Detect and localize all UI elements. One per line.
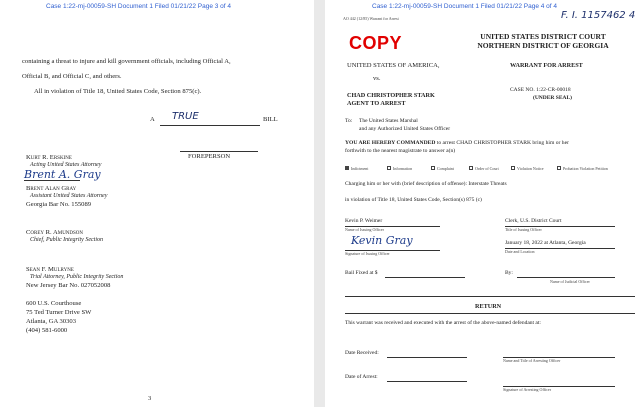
field-label: Name of Issuing Officer [345, 227, 384, 232]
address-line: 600 U.S. Courthouse [26, 300, 82, 307]
checkbox-label: Information [393, 166, 413, 171]
page-gutter [314, 0, 325, 407]
section-divider [345, 313, 635, 314]
section-divider [345, 296, 635, 297]
checkbox-probation-violation [557, 166, 561, 170]
foreperson-label: FOREPERSON [188, 153, 231, 160]
field-label: Signature of Arresting Officer [503, 387, 552, 392]
command-line [345, 140, 569, 146]
under-seal: (UNDER SEAL) [533, 95, 572, 101]
checkbox-label: Order of Court [475, 166, 499, 171]
case-number: CASE NO. 1:22-CR-00018 [510, 87, 571, 93]
charge-description: Charging him or her with (brief description of offense): Interstate Threats [345, 181, 507, 187]
attorney-signature: Brent A. Gray [24, 168, 101, 181]
attorney-title: Acting United States Attorney [30, 162, 102, 168]
indictment-page [0, 0, 314, 407]
phone-number: (404) 581-6000 [26, 327, 68, 334]
checkbox-information [387, 166, 391, 170]
attorney-bar-number: Georgia Bar No. 155089 [26, 201, 92, 208]
command-text: to arrest CHAD CHRISTOPHER STARK bring him or her [435, 140, 569, 146]
address-line: 75 Ted Turner Drive SW [26, 309, 92, 316]
attorney-title: Chief, Public Integrity Section [30, 237, 103, 243]
attorney-name: Kurt R. Erskine [26, 154, 72, 161]
addressee-line: The United States Marshal [359, 118, 418, 124]
true-bill-line [160, 125, 260, 126]
checkbox-label: Complaint [437, 166, 454, 171]
true-bill-handwriting: TRUE [172, 111, 199, 122]
attorney-name: Brent Alan Gray [26, 185, 77, 192]
checkbox-label: Indictment [351, 166, 369, 171]
warrant-title: WARRANT FOR ARREST [510, 62, 583, 69]
attorney-bar-number: New Jersey Bar No. 027052008 [26, 282, 111, 289]
addressee-line: and any Authorized United States Officer [359, 126, 451, 132]
checkbox-order-of-court [469, 166, 473, 170]
issuing-officer-title: Clerk, U.S. District Court [505, 218, 562, 224]
versus: vs. [373, 75, 381, 82]
form-id: AO 442 (12/85) Warrant for Arrest [343, 16, 399, 21]
foreperson-signature-line [180, 151, 258, 152]
body-paragraph-line: Official B, and Official C, and others. [22, 73, 122, 80]
to-label: To: [345, 118, 353, 124]
copy-stamp: COPY [349, 33, 403, 53]
attorney-title: Trial Attorney, Public Integrity Section [30, 274, 124, 280]
agent-to-arrest: AGENT TO ARREST [347, 100, 406, 107]
checkbox-label: Probation Violation Petition [563, 166, 608, 171]
field-line [387, 357, 467, 358]
warrant-page [325, 0, 640, 407]
handwritten-file-id: F. I. 1157462 4 [561, 10, 636, 21]
checkbox-label: Violation Notice [517, 166, 544, 171]
return-statement: This warrant was received and executed with the arrest of the above-named defendant at: [345, 320, 541, 326]
defendant-name: CHAD CHRISTOPHER STARK [347, 92, 435, 99]
issuing-officer-signature: Kevin Gray [351, 234, 413, 247]
field-label: Signature of Issuing Officer [345, 251, 390, 256]
by-label: By: [505, 270, 513, 276]
field-label: Title of Issuing Officer [505, 227, 542, 232]
field-label: Date and Location [505, 249, 535, 254]
true-bill-suffix: BILL [263, 116, 278, 123]
signature-line [24, 180, 80, 181]
field-label: Name of Judicial Officer [550, 279, 590, 284]
checkbox-indictment [345, 166, 349, 170]
page-number: 3 [148, 395, 152, 402]
true-bill-prefix: A [150, 116, 155, 123]
page-header: Case 1:22-mj-00059-SH Document 1 Filed 01/21/22 Page 3 of 4 [46, 3, 231, 10]
plaintiff: UNITED STATES OF AMERICA, [347, 62, 440, 69]
page-header: Case 1:22-mj-00059-SH Document 1 Filed 01/21/22 Page 4 of 4 [372, 3, 557, 10]
violation-statute: in violation of Title 18, United States Code, Section(s) 875 (c) [345, 197, 482, 203]
body-paragraph-line: All in violation of Title 18, United States Code, Section 875(c). [34, 88, 202, 95]
issuing-officer-name: Kevin P. Weimer [345, 218, 383, 224]
address-line: Atlanta, GA 30303 [26, 318, 76, 325]
checkbox-violation-notice [511, 166, 515, 170]
date-of-arrest-label: Date of Arrest: [345, 374, 378, 380]
checkbox-complaint [431, 166, 435, 170]
attorney-name: Sean F. Mulryne [26, 266, 74, 273]
attorney-name: Corey R. Amundson [26, 229, 84, 236]
body-paragraph-line: containing a threat to injure and kill government officials, including Official A, [22, 58, 231, 65]
court-district: NORTHERN DISTRICT OF GEORGIA [477, 41, 609, 50]
date-received-label: Date Received: [345, 350, 379, 356]
field-line [385, 277, 465, 278]
court-name: UNITED STATES DISTRICT COURT [480, 32, 606, 41]
field-line [387, 381, 467, 382]
return-heading: RETURN [475, 303, 502, 310]
bail-label: Bail Fixed at $ [345, 270, 378, 276]
command-line: forthwith to the nearest magistrate to answer a(n) [345, 148, 456, 154]
field-line [517, 277, 615, 278]
field-label: Name and Title of Arresting Officer [503, 358, 561, 363]
command-emphasis: YOU ARE HEREBY COMMANDED [345, 140, 436, 146]
attorney-title: Assistant United States Attorney [30, 193, 108, 199]
issue-date-location: January 18, 2022 at Atlanta, Georgia [505, 240, 586, 246]
